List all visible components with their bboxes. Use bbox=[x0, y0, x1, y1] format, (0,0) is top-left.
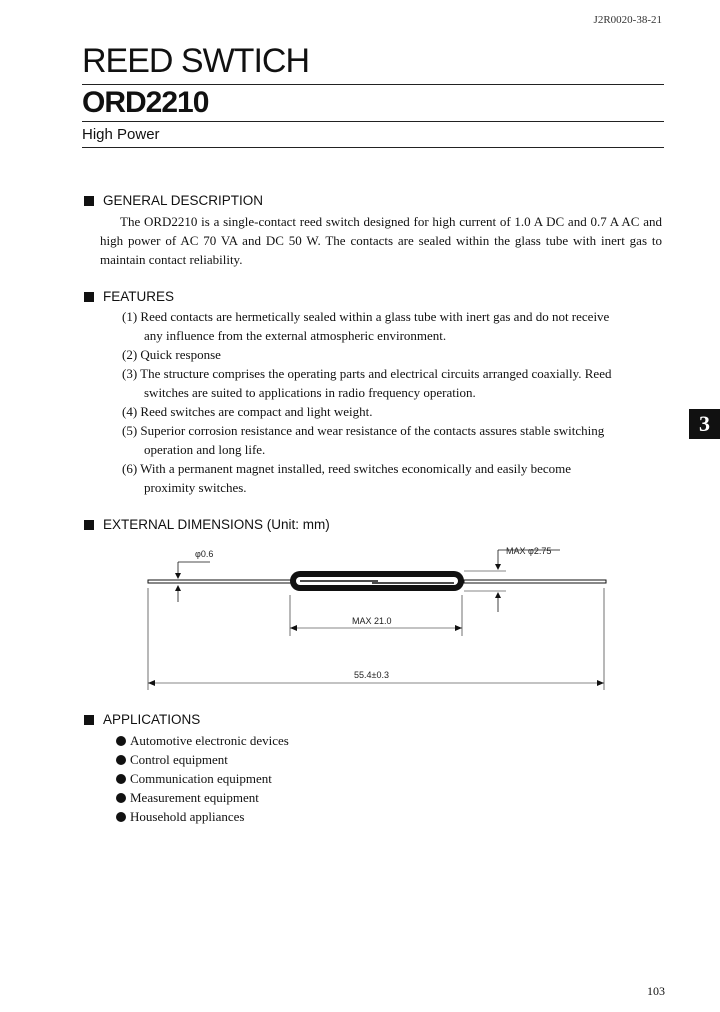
left-lead bbox=[148, 580, 294, 583]
subtitle-divider bbox=[82, 147, 664, 148]
document-code: J2R0020-38-21 bbox=[593, 14, 662, 26]
max-diameter-label: MAX φ2.75 bbox=[506, 546, 552, 556]
list-item bbox=[116, 769, 289, 788]
general-description-text bbox=[100, 212, 662, 269]
heading-text: APPLICATIONS bbox=[103, 712, 201, 727]
heading-text: FEATURES bbox=[103, 289, 175, 304]
feature-item bbox=[122, 402, 662, 421]
square-bullet-icon bbox=[84, 520, 94, 530]
square-bullet-icon bbox=[84, 292, 94, 302]
paragraph-text: The ORD2210 is a single-contact reed switch designed for high current of 1.0 A DC and 0.7 A AC and high power of AC 70 VA and DC 50 W. The contacts are sealed within the glass tube with inert gas to maintain contact reliability. bbox=[100, 214, 662, 267]
feature-line-cont: switches are suited to applications in radio frequency operation. bbox=[144, 385, 476, 400]
list-item bbox=[116, 731, 289, 750]
bullet-dot-icon bbox=[116, 755, 126, 765]
feature-line: (5) Superior corrosion resistance and wear resistance of the contacts assures stable switching bbox=[122, 423, 605, 438]
applications-heading bbox=[84, 712, 200, 727]
feature-line-cont: any influence from the external atmospheric environment. bbox=[144, 328, 447, 343]
feature-line: (6) With a permanent magnet installed, reed switches economically and easily become bbox=[122, 461, 572, 476]
applications-list bbox=[116, 731, 289, 826]
dimension-drawing bbox=[140, 540, 620, 695]
subtitle: High Power bbox=[82, 126, 160, 143]
heading-text: GENERAL DESCRIPTION bbox=[103, 193, 264, 208]
list-item bbox=[116, 807, 289, 826]
feature-item bbox=[122, 459, 662, 497]
list-item-text: Communication equipment bbox=[130, 771, 272, 786]
list-item bbox=[116, 750, 289, 769]
glass-length-label: MAX 21.0 bbox=[352, 616, 392, 626]
lead-diameter-label: φ0.6 bbox=[195, 549, 214, 559]
dimensions-heading bbox=[84, 517, 330, 532]
features-heading bbox=[84, 289, 174, 304]
list-item-text: Household appliances bbox=[130, 809, 245, 824]
chapter-tab: 3 bbox=[689, 409, 720, 439]
model-number: ORD2210 bbox=[82, 86, 209, 119]
features-list bbox=[122, 307, 662, 497]
feature-item bbox=[122, 307, 662, 345]
feature-line-cont: operation and long life. bbox=[144, 442, 266, 457]
model-divider bbox=[82, 121, 664, 122]
page-number: 103 bbox=[647, 984, 665, 998]
right-lead bbox=[464, 580, 606, 583]
bullet-dot-icon bbox=[116, 774, 126, 784]
heading-text: EXTERNAL DIMENSIONS (Unit: mm) bbox=[103, 517, 330, 532]
feature-item bbox=[122, 421, 662, 459]
feature-line: (4) Reed switches are compact and light weight. bbox=[122, 404, 373, 419]
total-length-label: 55.4±0.3 bbox=[354, 670, 389, 680]
feature-line: (1) Reed contacts are hermetically sealed within a glass tube with inert gas and do not receive bbox=[122, 309, 610, 324]
title-divider bbox=[82, 84, 664, 85]
bullet-dot-icon bbox=[116, 793, 126, 803]
feature-line: (3) The structure comprises the operating parts and electrical circuits arranged coaxially. Reed bbox=[122, 366, 612, 381]
general-description-heading bbox=[84, 193, 263, 208]
bullet-dot-icon bbox=[116, 736, 126, 746]
bullet-dot-icon bbox=[116, 812, 126, 822]
list-item-text: Control equipment bbox=[130, 752, 228, 767]
feature-item bbox=[122, 345, 662, 364]
square-bullet-icon bbox=[84, 715, 94, 725]
feature-line: (2) Quick response bbox=[122, 347, 221, 362]
list-item bbox=[116, 788, 289, 807]
list-item-text: Automotive electronic devices bbox=[130, 733, 289, 748]
feature-line-cont: proximity switches. bbox=[144, 480, 247, 495]
square-bullet-icon bbox=[84, 196, 94, 206]
feature-item bbox=[122, 364, 662, 402]
list-item-text: Measurement equipment bbox=[130, 790, 259, 805]
page-title: REED SWTICH bbox=[82, 42, 309, 80]
